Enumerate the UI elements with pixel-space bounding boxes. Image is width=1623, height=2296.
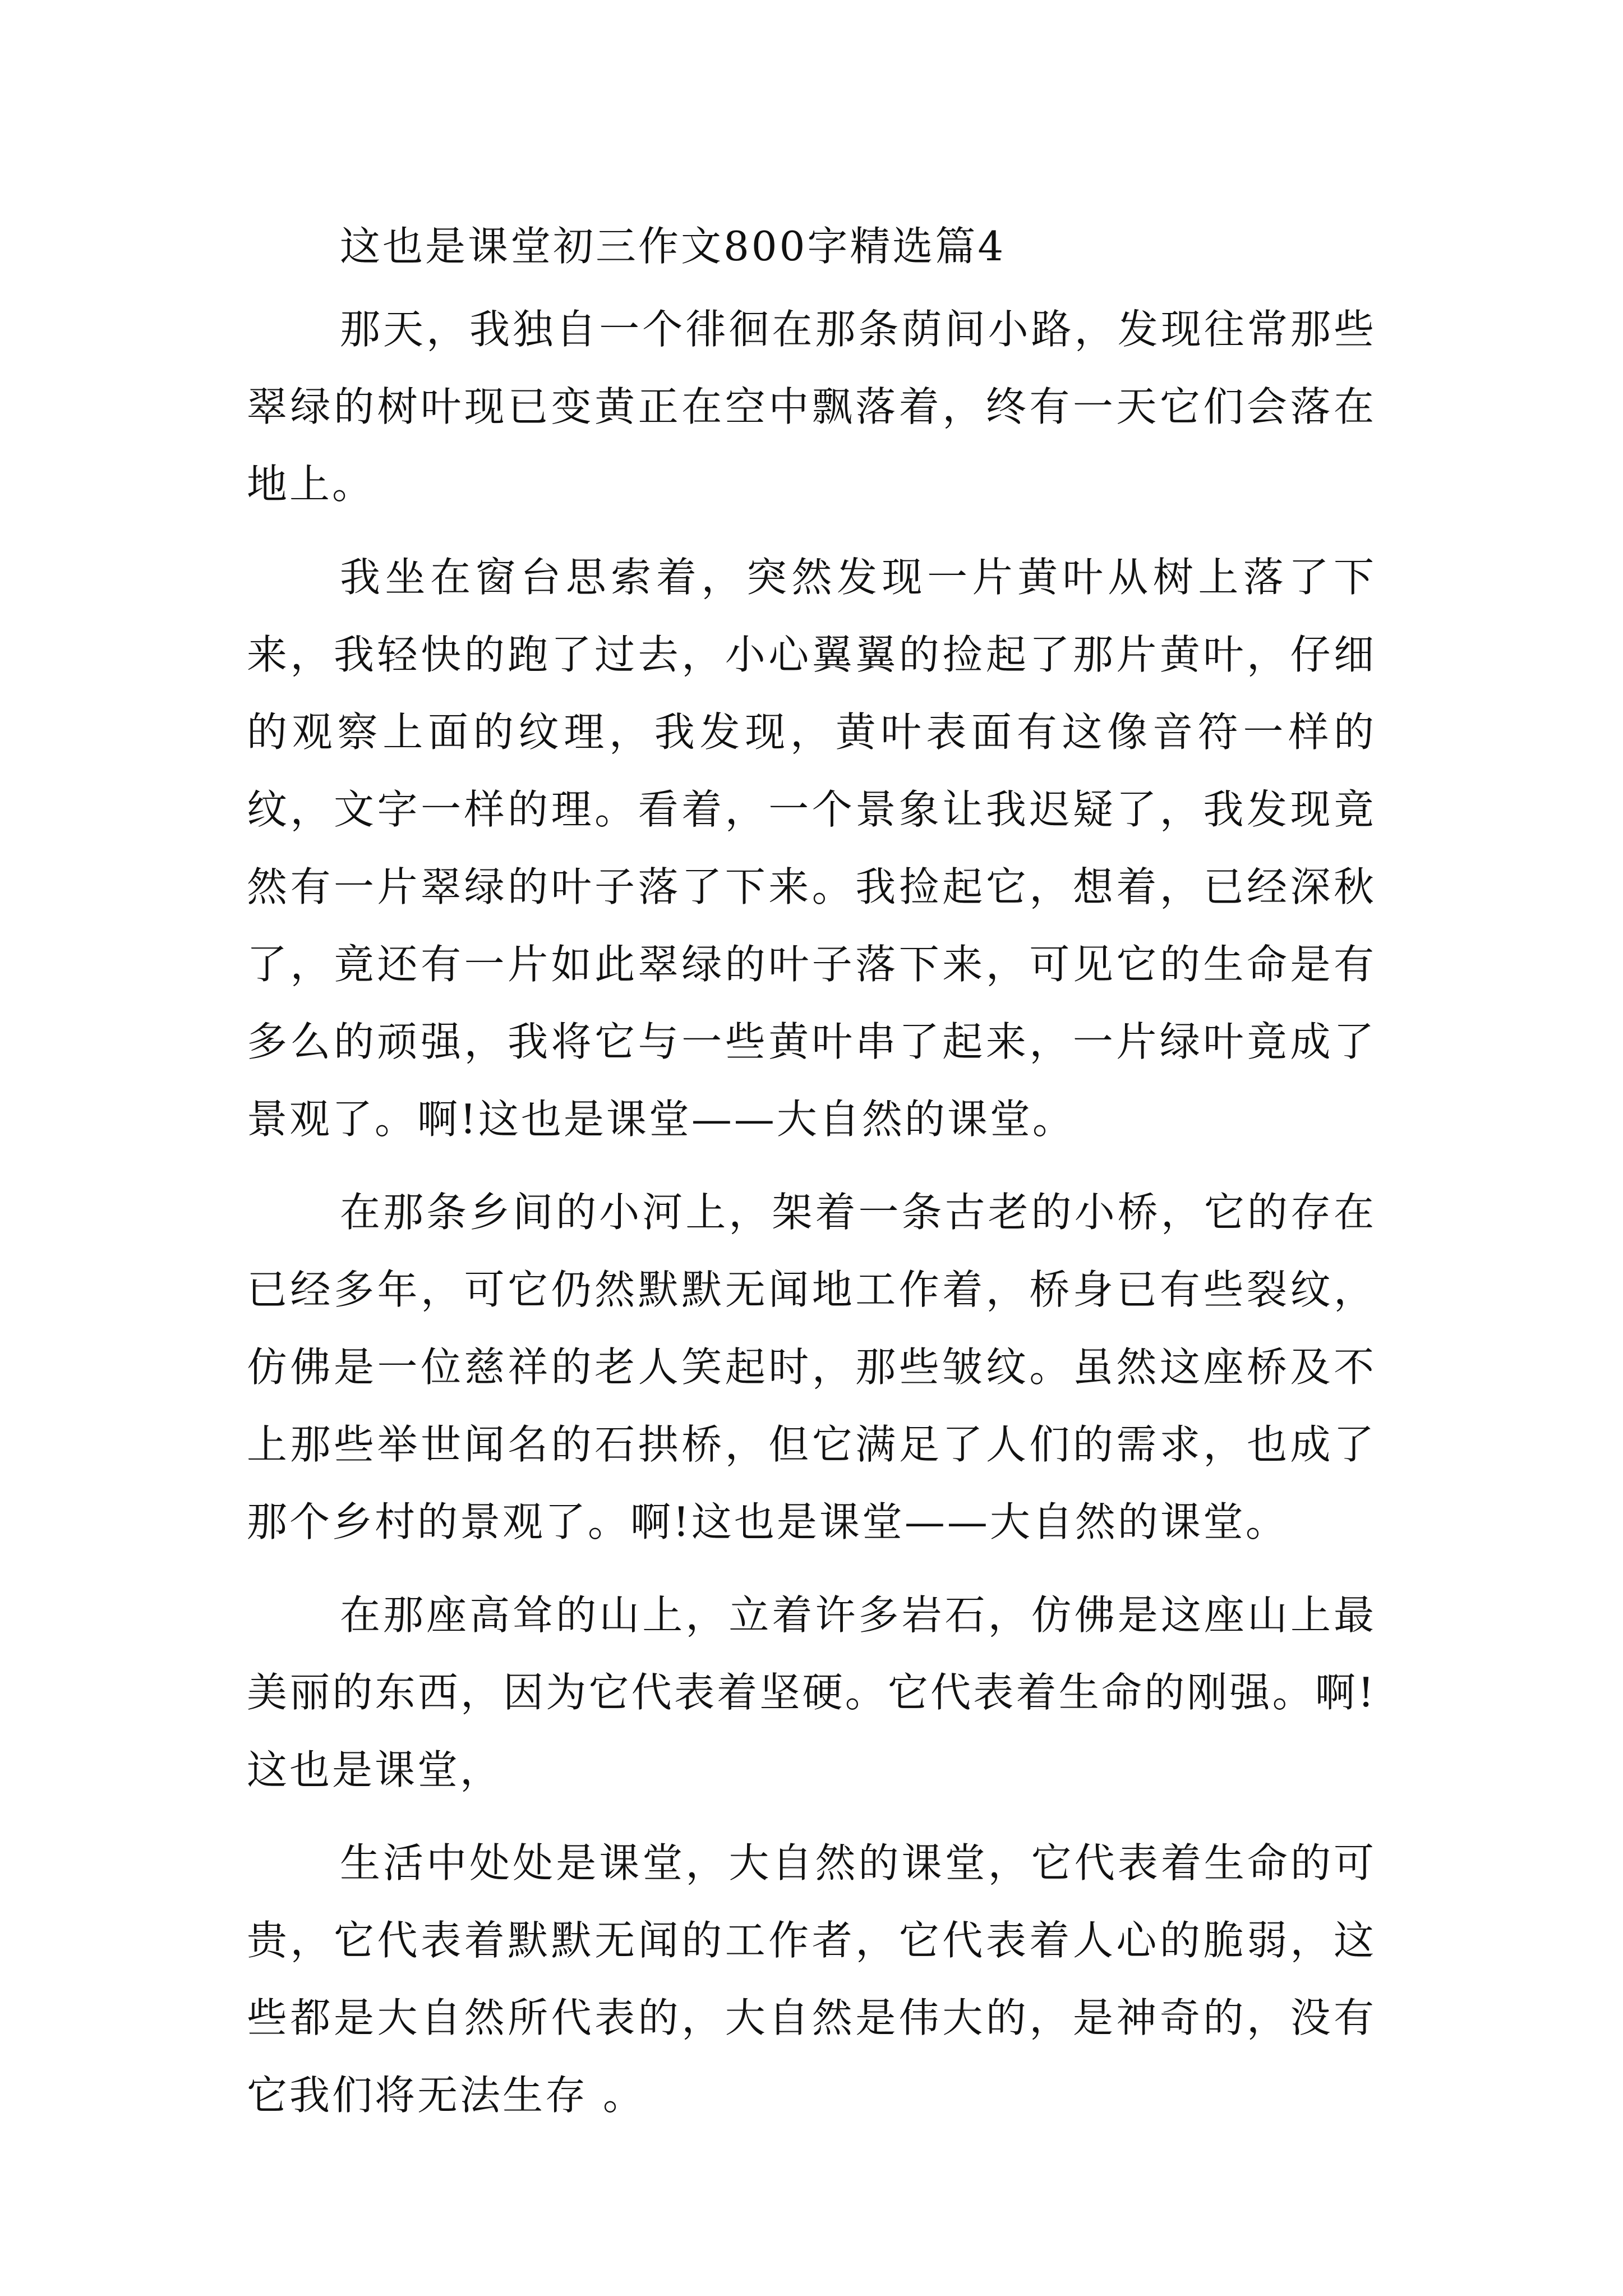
paragraph-3: 在那条乡间的小河上，架着一条古老的小桥，它的存在已经多年，可它仍然默默无闻地工作着，桥身已有些裂纹，仿佛是一位慈祥的老人笑起时，那些皱纹。虽然这座桥及不上那些举世闻名的石拱桥，但它满足了人们的需求，也成了那个乡村的景观了。啊!这也是课堂——大自然的课堂。: [247, 1189, 1376, 1545]
paragraph-5: 生活中处处是课堂，大自然的课堂，它代表着生命的可贵，它代表着默默无闻的工作者，它代表着人心的脆弱，这些都是大自然所代表的，大自然是伟大的，是神奇的，没有它我们将无法生存 。: [247, 1839, 1376, 2119]
paragraph-1: 那天，我独自一个徘徊在那条荫间小路，发现往常那些翠绿的树叶现已变黄正在空中飘落着，终有一天它们会落在地上。: [247, 306, 1376, 508]
document-title: 这也是课堂初三作文800字精选篇4: [340, 223, 1006, 270]
document-body: [247, 208, 1376, 2150]
paragraph-2: 我坐在窗台思索着，突然发现一片黄叶从树上落了下来，我轻快的跑了过去，小心翼翼的捡起了那片黄叶，仔细的观察上面的纹理，我发现，黄叶表面有这像音符一样的纹，文字一样的理。看着，一个景象让我迟疑了，我发现竟然有一片翠绿的叶子落了下来。我捡起它，想着，已经深秋了，竟还有一片如此翠绿的叶子落下来，可见它的生命是有多么的顽强，我将它与一些黄叶串了起来，一片绿叶竟成了景观了。啊!这也是课堂——大自然的课堂。: [247, 554, 1376, 1143]
paragraph-4: 在那座高耸的山上，立着许多岩石，仿佛是这座山上最美丽的东西，因为它代表着坚硬。它代表着生命的刚强。啊!这也是课堂，: [247, 1591, 1376, 1793]
